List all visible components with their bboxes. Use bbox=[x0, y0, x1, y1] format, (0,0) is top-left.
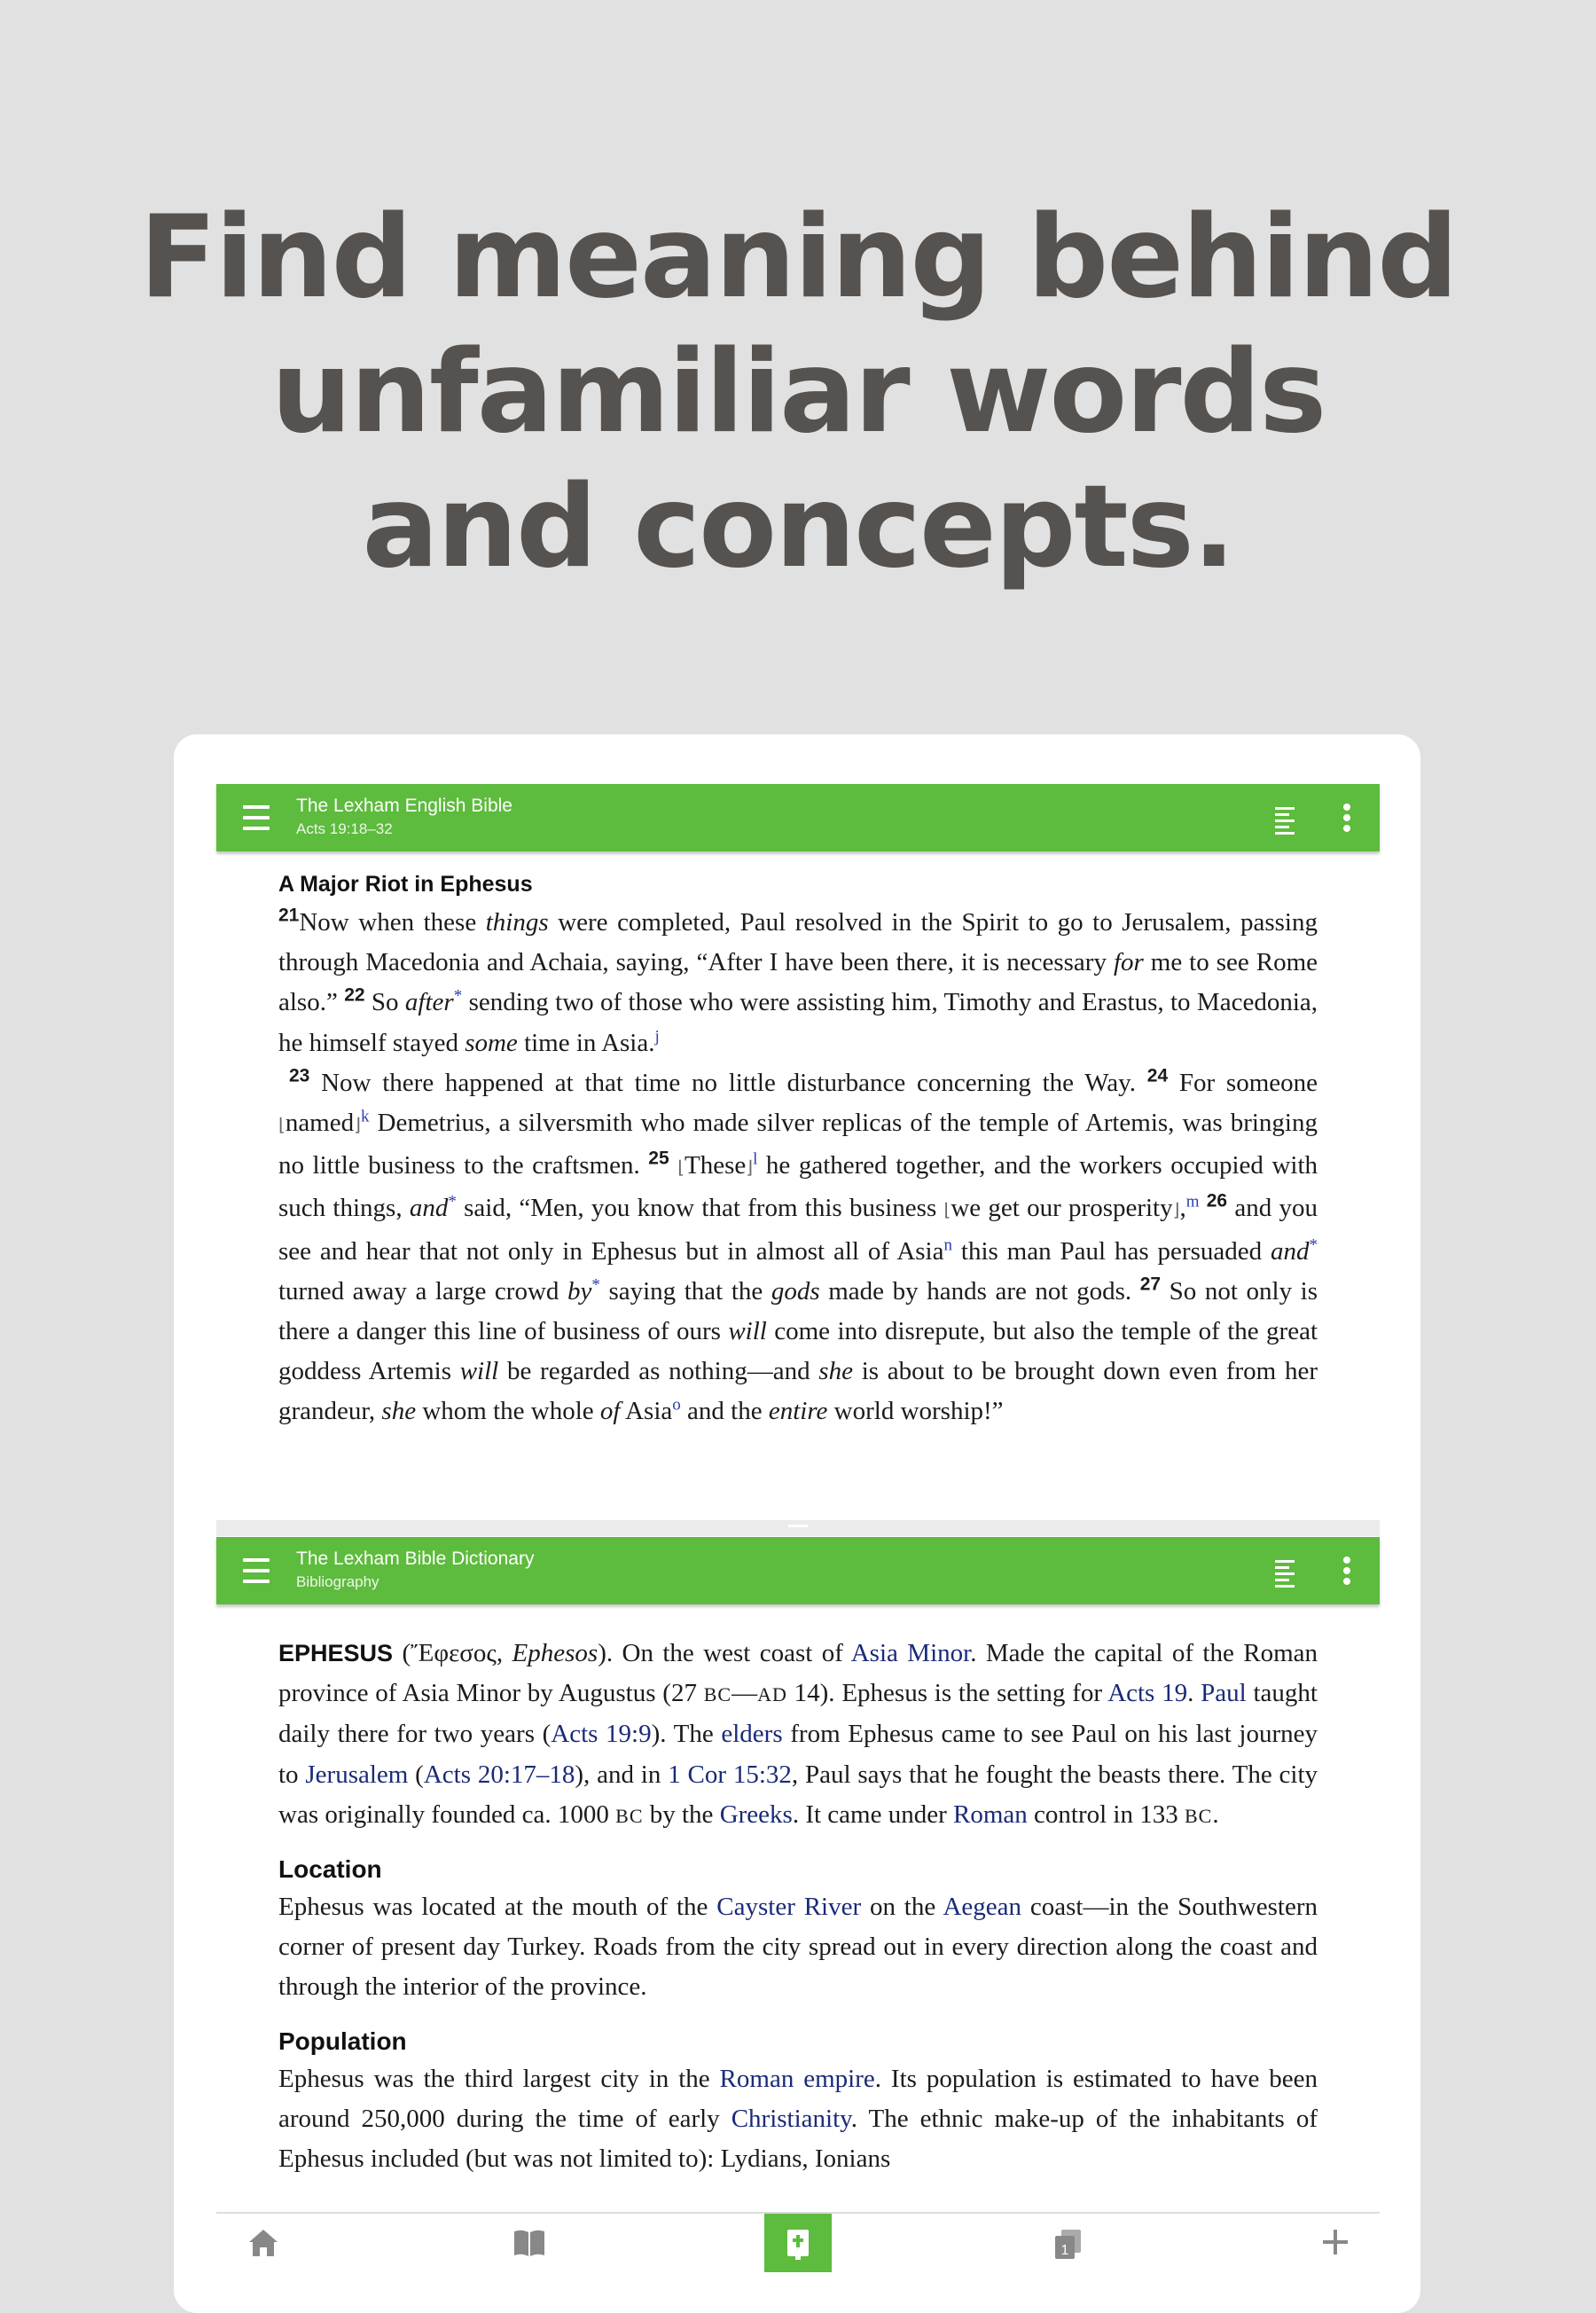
text-run: Demetrius, a silversmith who made silver replicas of the temple of Artemis, was bringing no little business to the craftsmen. bbox=[278, 1109, 1318, 1180]
dictionary-title[interactable]: The Lexham Bible Dictionary bbox=[296, 1549, 535, 1569]
text-run: , bbox=[1179, 1194, 1186, 1223]
text-run: be regarded as nothing—and bbox=[498, 1357, 819, 1386]
small-caps-era: BC bbox=[703, 1683, 732, 1706]
text-run: he gathered together, and the workers occupied with such things, bbox=[278, 1151, 1318, 1223]
text-run bbox=[1199, 1194, 1206, 1222]
text-run: and the bbox=[680, 1397, 769, 1426]
translation-bracket: ⌊ bbox=[677, 1158, 685, 1179]
headline bbox=[0, 191, 1596, 595]
text-run: Asia bbox=[620, 1397, 673, 1426]
population-paragraph bbox=[278, 2059, 1318, 2180]
text-run: sending two of those who were assisting him, Timothy and Erastus, to Macedonia, he himself stayed bbox=[278, 988, 1318, 1057]
dictionary-toolbar bbox=[216, 1537, 1380, 1604]
footnote-marker[interactable]: * bbox=[1309, 1235, 1318, 1254]
small-caps-era: BC bbox=[615, 1804, 644, 1827]
footnote-marker[interactable]: * bbox=[453, 986, 463, 1006]
library-nav-button[interactable] bbox=[494, 2214, 565, 2272]
emphasis-text: of bbox=[599, 1397, 621, 1426]
location-heading: Location bbox=[278, 1855, 382, 1884]
small-caps-era: BC bbox=[1184, 1804, 1213, 1827]
small-caps-era: AD bbox=[757, 1683, 787, 1706]
text-run: So bbox=[364, 988, 405, 1017]
home-nav-button[interactable] bbox=[228, 2214, 299, 2272]
hamburger-menu-icon[interactable] bbox=[243, 805, 270, 830]
location-paragraph bbox=[278, 1887, 1318, 2008]
dictionary-link[interactable]: Acts 20:17–18 bbox=[423, 1760, 575, 1789]
dictionary-link[interactable]: Acts 19 bbox=[1107, 1679, 1188, 1708]
tab-count-badge: 1 bbox=[1060, 2243, 1069, 2258]
text-run: control in 133 bbox=[1027, 1799, 1185, 1829]
text-run: and you see and hear that not only in Ephesus but in almost all of Asia bbox=[278, 1194, 1318, 1266]
emphasis-text: will bbox=[459, 1357, 499, 1386]
population-heading: Population bbox=[278, 2027, 407, 2055]
text-run: So not only is there a danger this line of business of ours bbox=[278, 1276, 1318, 1346]
text-run: coast—in the Southwestern corner of present day Turkey. Roads from the city spread out in every direction along the coast and through the interior of the province. bbox=[278, 1893, 1318, 2002]
text-run: Ephesus was the third largest city in the bbox=[278, 2064, 720, 2093]
text-run: whom the whole bbox=[416, 1397, 600, 1426]
bottom-navigation bbox=[216, 2212, 1380, 2272]
dictionary-link[interactable]: Aegean bbox=[943, 1893, 1022, 1922]
more-options-icon[interactable] bbox=[1343, 1556, 1350, 1585]
text-run: we get our prosperity bbox=[951, 1194, 1173, 1223]
section-heading: A Major Riot in Ephesus bbox=[278, 872, 533, 897]
text-run: saying that the bbox=[599, 1276, 771, 1305]
emphasis-text: entire bbox=[768, 1397, 828, 1426]
footnote-marker[interactable]: n bbox=[943, 1235, 952, 1254]
dictionary-link[interactable]: Jerusalem bbox=[305, 1760, 409, 1789]
dictionary-link[interactable]: Paul bbox=[1201, 1679, 1247, 1708]
text-run: ). On the west coast of bbox=[598, 1639, 851, 1667]
text-run: on the bbox=[861, 1893, 943, 1922]
dictionary-link[interactable]: Roman bbox=[953, 1799, 1028, 1829]
text-run: Ephesus was located at the mouth of the bbox=[278, 1893, 717, 1922]
dictionary-link[interactable]: Acts 19:9 bbox=[551, 1720, 652, 1749]
text-run: 14). Ephesus is the setting for bbox=[786, 1679, 1108, 1708]
text-run: , Paul says that he fought the beasts there. The city was originally founded ca. 1000 bbox=[278, 1760, 1318, 1829]
dictionary-link[interactable]: elders bbox=[721, 1720, 783, 1749]
text-run: Now there happened at that time no little disturbance concerning the Way. bbox=[309, 1068, 1147, 1097]
tabs-icon bbox=[1052, 2228, 1083, 2260]
emphasis-text: gods bbox=[771, 1276, 820, 1305]
text-run: from Ephesus came to see Paul on his last journey to bbox=[278, 1720, 1318, 1789]
text-run: named bbox=[285, 1109, 355, 1138]
pane-splitter[interactable] bbox=[216, 1520, 1380, 1536]
bible-reference[interactable]: Acts 19:18–32 bbox=[296, 820, 393, 837]
text-run: (Ἔφεσος, bbox=[393, 1639, 512, 1667]
text-run: — bbox=[732, 1679, 758, 1708]
verse-number[interactable]: 24 bbox=[1146, 1065, 1169, 1086]
translation-bracket: ⌋ bbox=[746, 1158, 754, 1179]
translation-bracket: ⌋ bbox=[354, 1116, 361, 1136]
text-run: . It came under bbox=[792, 1799, 953, 1829]
footnote-marker[interactable]: l bbox=[753, 1149, 758, 1169]
dictionary-link[interactable]: Christianity bbox=[731, 2104, 851, 2133]
text-run: . bbox=[1187, 1679, 1201, 1708]
table-of-contents-icon[interactable] bbox=[1275, 807, 1295, 830]
home-icon bbox=[247, 2228, 279, 2258]
footnote-marker[interactable]: k bbox=[360, 1107, 370, 1126]
translation-bracket: ⌋ bbox=[1172, 1201, 1180, 1221]
text-run: by the bbox=[643, 1799, 720, 1829]
hamburger-menu-icon[interactable] bbox=[243, 1558, 270, 1583]
text-run: made by hands are not gods. bbox=[819, 1276, 1140, 1305]
footnote-marker[interactable]: o bbox=[672, 1395, 681, 1415]
text-run: Now when these bbox=[299, 908, 486, 937]
emphasis-text: and bbox=[1271, 1236, 1310, 1266]
emphasis-text: things bbox=[485, 908, 549, 937]
emphasis-text: Ephesos bbox=[512, 1639, 598, 1667]
bible-text bbox=[278, 869, 1318, 1518]
text-run bbox=[669, 1151, 678, 1180]
bible-paragraph-1 bbox=[278, 903, 1318, 1063]
footnote-marker[interactable]: * bbox=[448, 1192, 457, 1211]
dictionary-link[interactable]: Asia Minor bbox=[850, 1639, 971, 1667]
text-run: . Made the capital of the Roman province of Asia Minor by Augustus (27 bbox=[278, 1639, 1318, 1708]
footnote-marker[interactable]: * bbox=[591, 1275, 600, 1295]
text-run: is about to be brought down even from her grandeur, bbox=[278, 1357, 1318, 1426]
dictionary-link[interactable]: Greeks bbox=[719, 1799, 793, 1829]
emphasis-text: some bbox=[465, 1028, 518, 1057]
text-run: this man Paul has persuaded bbox=[951, 1236, 1271, 1266]
dictionary-link[interactable]: Roman empire bbox=[719, 2064, 875, 2093]
text-run: were completed, Paul resolved in the Spirit to go to Jerusalem, passing through Macedonia and Achaia, saying, “After I have been there, it is necessary bbox=[278, 908, 1318, 977]
add-nav-button[interactable] bbox=[1300, 2214, 1371, 2272]
verse-number[interactable]: 22 bbox=[344, 984, 365, 1006]
verse-number[interactable]: 21 bbox=[278, 905, 300, 926]
text-run: ). The bbox=[651, 1720, 722, 1749]
text-run: . The ethnic make-up of the inhabitants of Ephesus included (but was not limited to): Lydians, Ionians bbox=[278, 2104, 1318, 2174]
library-book-icon bbox=[512, 2228, 546, 2258]
translation-bracket: ⌊ bbox=[278, 1116, 286, 1136]
emphasis-text: and bbox=[409, 1194, 449, 1223]
bible-title[interactable]: The Lexham English Bible bbox=[296, 796, 512, 816]
emphasis-text: after bbox=[404, 988, 454, 1017]
text-run: ), and in bbox=[575, 1760, 669, 1789]
text-run: time in Asia. bbox=[517, 1028, 655, 1057]
dictionary-text bbox=[278, 1634, 1318, 2212]
emphasis-text: will bbox=[728, 1317, 767, 1346]
text-run: ( bbox=[408, 1760, 424, 1789]
dictionary-link[interactable]: Cayster River bbox=[716, 1893, 862, 1922]
footnote-marker[interactable]: j bbox=[654, 1026, 660, 1046]
text-run: turned away a large crowd bbox=[278, 1276, 567, 1305]
verse-number[interactable]: 27 bbox=[1139, 1274, 1162, 1295]
more-options-icon[interactable] bbox=[1343, 804, 1350, 832]
emphasis-text: she bbox=[818, 1357, 853, 1386]
text-run: . Its population is estimated to have been around 250,000 during the time of early bbox=[278, 2064, 1318, 2133]
text-run: me to see Rome also.” bbox=[278, 948, 1318, 1017]
footnote-marker[interactable]: m bbox=[1185, 1192, 1200, 1211]
text-run: world worship!” bbox=[827, 1397, 1004, 1426]
text-run: come into disrepute, but also the temple of the great goddess Artemis bbox=[278, 1317, 1318, 1386]
dictionary-link[interactable]: 1 Cor 15:32 bbox=[668, 1760, 792, 1789]
bible-paragraph-2 bbox=[278, 1063, 1318, 1432]
bible-toolbar bbox=[216, 784, 1380, 851]
text-run: For someone bbox=[1168, 1068, 1318, 1097]
dictionary-intro bbox=[278, 1634, 1318, 1836]
emphasis-text: for bbox=[1113, 948, 1144, 977]
bible-icon bbox=[785, 2228, 811, 2260]
dictionary-section[interactable]: Bibliography bbox=[296, 1573, 379, 1590]
translation-bracket: ⌊ bbox=[943, 1201, 951, 1221]
plus-icon bbox=[1321, 2228, 1350, 2256]
verse-number[interactable]: 25 bbox=[648, 1148, 669, 1169]
bible-nav-button[interactable] bbox=[764, 2214, 832, 2272]
table-of-contents-icon[interactable] bbox=[1275, 1560, 1295, 1583]
tabs-nav-button[interactable] bbox=[1032, 2214, 1103, 2272]
headword: EPHESUS bbox=[278, 1640, 394, 1666]
text-run: taught daily there for two years ( bbox=[278, 1679, 1318, 1749]
emphasis-text: she bbox=[381, 1397, 417, 1426]
text-run: said, “Men, you know that from this business bbox=[456, 1194, 944, 1223]
text-run: These bbox=[685, 1151, 747, 1180]
headline-line-2: unfamiliar words bbox=[270, 326, 1326, 459]
text-run: . bbox=[1212, 1799, 1219, 1829]
verse-number[interactable]: 26 bbox=[1206, 1190, 1228, 1211]
emphasis-text: by bbox=[567, 1276, 592, 1305]
headline-line-3: and concepts. bbox=[362, 461, 1234, 593]
verse-number[interactable]: 23 bbox=[289, 1065, 310, 1086]
headline-line-1: Find meaning behind bbox=[139, 192, 1457, 324]
